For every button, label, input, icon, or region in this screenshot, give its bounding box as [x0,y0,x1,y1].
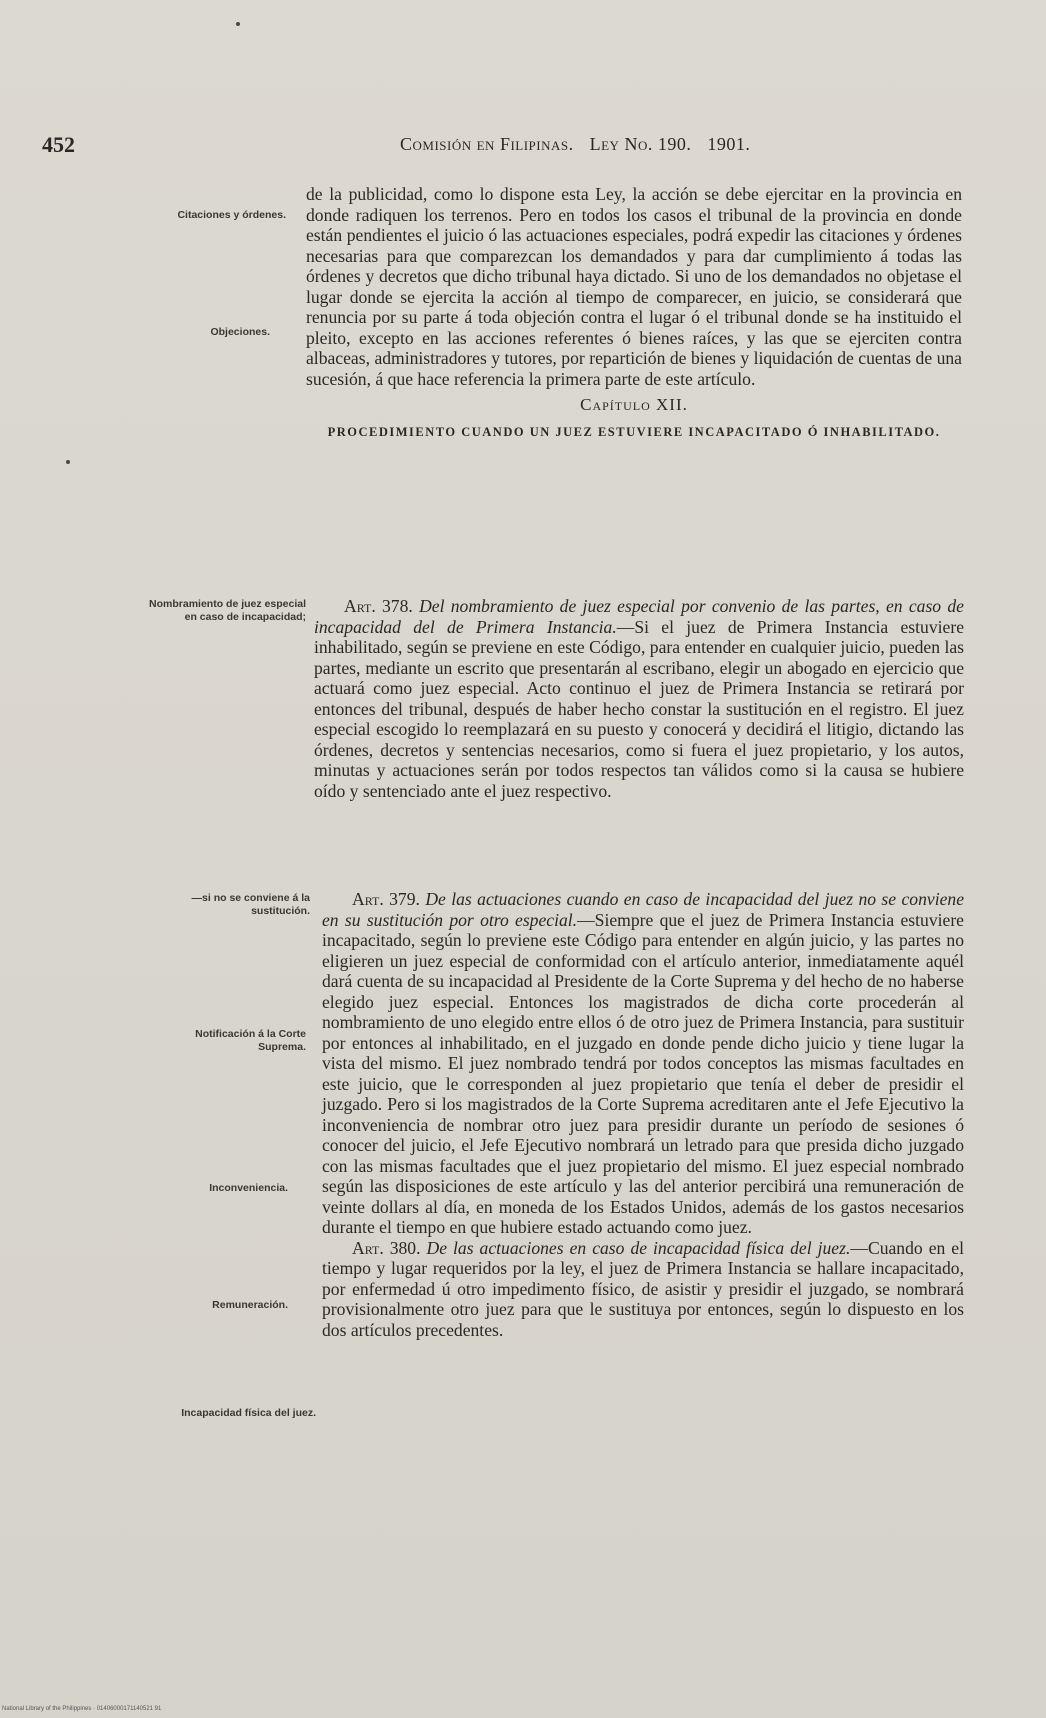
body-text-block-3 [322,889,964,1340]
article-379-title: De las actuaciones cuando en caso de incapacidad del juez no se conviene en su sustitución por otro especial. [322,889,964,930]
article-379-text: —Siempre que el juez de Primera Instancia estuviere incapacitado, según lo previene este Código para entender en algún juicio, y las partes no eligieren un juez especial de conformidad con el artículo anterior, inmediatamente aquél dará cuenta de su incapacidad al Presidente de la Corte Suprema y del hecho de no haberse elegido juez especial. Entonces los magistrados de dicha corte procederán al nombramiento de uno elegido entre ellos ó de otro juez de Primera Instancia, para sustituir por entonces al inhabilitado, en el juzgado en donde pende dicho juicio y tiene lugar la vista del mismo. El juez nombrado tendrá por todos conceptos las mismas facultades en este juicio, que le corresponden al juez propietario que tenía el deber de presidir el juzgado. Pero si los magistrados de la Corte Suprema acreditaren ante el Jefe Ejecutivo la inconveniencia de nombrar otro juez para presidir durante un período de sesiones ó conocer del juicio, el Jefe Ejecutivo nombrará un letrado para que presida dicho juzgado con las mismas facultades que el juez propietario del mismo. El juez especial nombrado según las disposiciones de este artículo y las del anterior percibirá una remuneración de veinte dollars al día, en moneda de los Estados Unidos, además de los gastos necesarios durante el tiempo en que hubiere estado actuando como juez. [322,909,964,1237]
article-378-title: Del nombramiento de juez especial por convenio de las partes, en caso de incapacidad del de Primera Instancia. [314,596,964,637]
article-379-label: Art. 379. [352,889,420,909]
article-380 [322,1238,964,1341]
scan-footer: National Library of the Philippines · 01406000171140521 91 [2,1706,162,1712]
article-378-label: Art. 378. [344,596,413,616]
margin-note-notificacion: Notificación á la Corte Suprema. [195,1028,306,1053]
article-380-label: Art. 380. [352,1237,421,1258]
running-head [400,134,750,155]
intro-paragraph: de la publicidad, como lo dispone esta Ley, la acción se debe ejercitar en la provincia en donde radiquen los terrenos. Pero en todos los casos el tribunal de la provincia en donde están pendientes el juicio ó las actuaciones especiales, podrá expedir las citaciones y órdenes necesarias para que comparezcan los demandados y para dar cumplimiento á todas las órdenes y decretos que dicho tribunal haya dictado. Si uno de los demandados no objetase el lugar donde se ejercita la acción al tiempo de comparecer, en juicio, se considerará que renuncia por su parte á toda objeción contra el lugar ó el tribunal donde se ha instituido el pleito, excepto en las acciones referentes ó bienes raíces, y las que se ejerciten contra albaceas, administradores y tutores, por repartición de bienes y liquidación de cuentas de una sucesión, á que hace referencia la primera parte de este artículo. [306,184,962,389]
body-text-block-2 [314,596,964,801]
speck-mark [236,22,240,26]
article-380-title: De las actuaciones en caso de incapacidad física del juez. [426,1237,851,1258]
chapter-subheading: PROCEDIMIENTO CUANDO UN JUEZ ESTUVIERE INCAPACITADO Ó INHABILITADO. [327,424,941,439]
margin-note-remuneracion: Remuneración. [212,1299,288,1311]
running-head-year: 1901. [707,134,751,154]
speck-mark [66,460,70,464]
page-header [40,128,986,158]
body-text-block-1 [306,184,962,448]
running-head-law: Ley No. 190. [589,134,692,154]
margin-note-objeciones: Objeciones. [210,326,270,338]
article-378 [314,596,964,801]
article-380-text: —Cuando en el tiempo y lugar requeridos por la ley, el juez de Primera Instancia se hallare incapacitado, por enfermedad ú otro impedimento físico, de asistir y presidir el juzgado, se nombrará provisionalmente otro juez para que le sustituya por entonces, según lo dispuesto en los dos artículos precedentes. [322,1237,964,1340]
margin-note-nombramiento: Nombramiento de juez especial en caso de incapacidad; [149,598,306,623]
margin-note-citaciones: Citaciones y órdenes. [177,209,286,221]
page-number: 452 [42,132,75,157]
running-head-commission: Comisión en Filipinas. [400,134,574,154]
article-378-text: —Si el juez de Primera Instancia estuviere inhabilitado, según se previene en este Código, para entender en cualquier juicio, pueden las partes, mediante un escrito que presentarán al escribano, elegir un abogado en ejercicio que actuará como juez especial. Acto continuo el juez de Primera Instancia se retirará por entonces del tribunal, después de haber hecho constar la sustitución en el registro. El juez especial escogido lo reemplazará en su puesto y conocerá y decidirá el litigio, dictando las órdenes, decretos y sentencias necesarios, como si fuera el juez propietario, y los autos, minutas y actuaciones serán por todos respectos tan válidos como si la causa se hubiere oído y sentenciado ante el juez respectivo. [314,616,965,801]
margin-note-inconveniencia: Inconveniencia. [209,1182,288,1194]
margin-note-no-conviene: —si no se conviene á la sustitución. [191,892,310,917]
margin-note-incapacidad-fisica: Incapacidad física del juez. [181,1407,316,1419]
chapter-heading: Capítulo XII. [580,395,688,414]
article-379 [322,889,964,1238]
